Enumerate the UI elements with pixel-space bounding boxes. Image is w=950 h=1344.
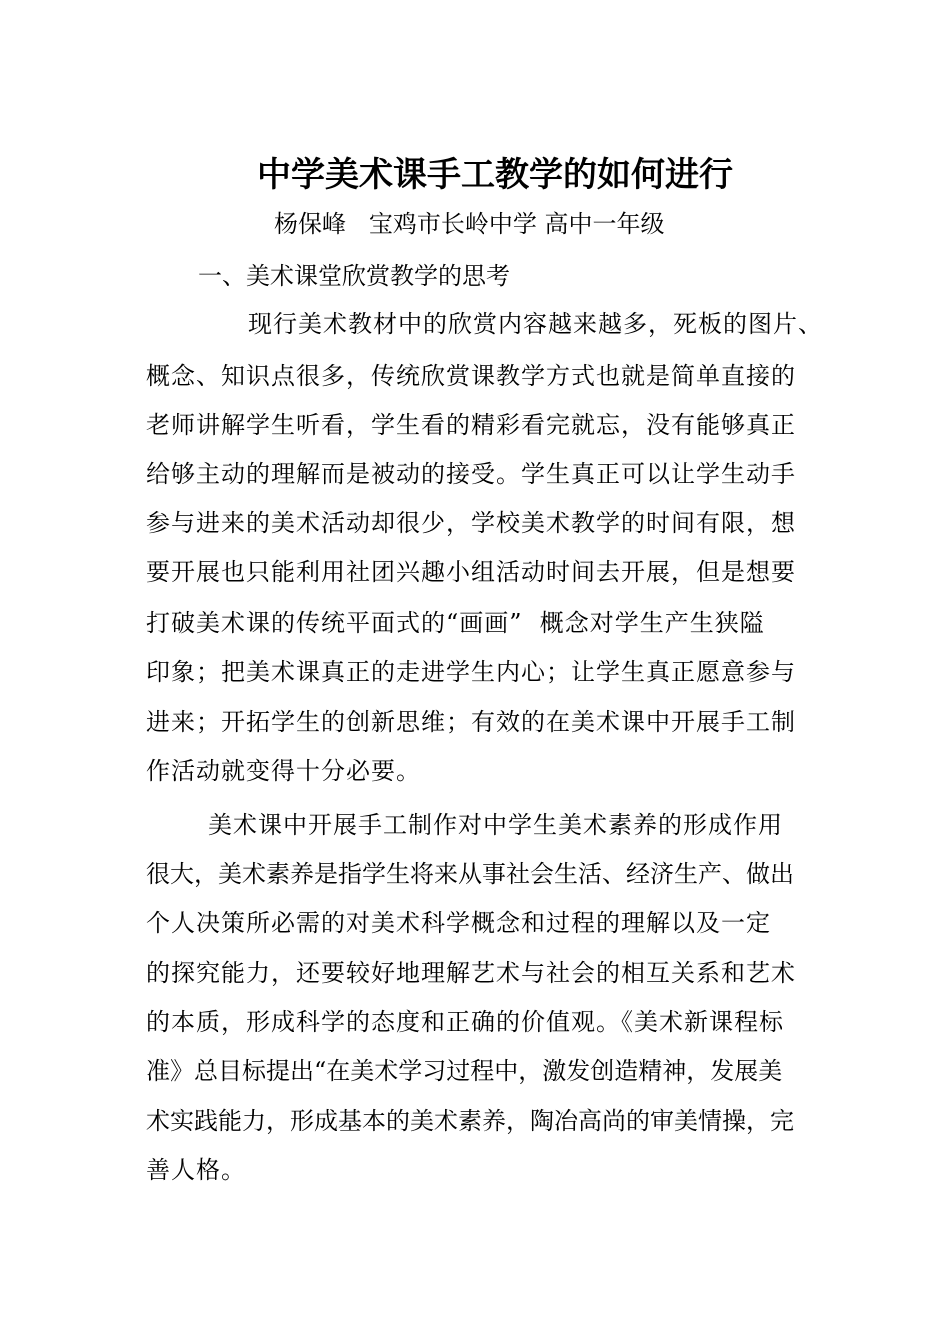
paragraph-line: 进来；开拓学生的创新思维；有效的在美术课中开展手工制 <box>146 708 796 736</box>
paragraph-line: 要开展也只能利用社团兴趣小组活动时间去开展，但是想要 <box>146 558 796 586</box>
section-heading: 一、美术课堂欣赏教学的思考 <box>198 262 510 290</box>
document-title: 中学美术课手工教学的如何进行 <box>257 155 733 195</box>
paragraph-line: 老师讲解学生听看，学生看的精彩看完就忘，没有能够真正 <box>146 411 796 439</box>
paragraph-line: 印象；把美术课真正的走进学生内心；让学生真正愿意参与 <box>146 658 796 686</box>
paragraph-line: 概念、知识点很多，传统欣赏课教学方式也就是简单直接的 <box>146 362 796 390</box>
paragraph-line: 参与进来的美术活动却很少，学校美术教学的时间有限，想 <box>146 509 796 537</box>
paragraph-line: 个人决策所必需的对美术科学概念和过程的理解以及一定 <box>146 909 771 937</box>
author-line: 杨保峰 宝鸡市长岭中学 高中一年级 <box>274 210 665 238</box>
paragraph-line: 善人格。 <box>146 1156 246 1184</box>
paragraph-line: 给够主动的理解而是被动的接受。学生真正可以让学生动手 <box>146 460 796 488</box>
paragraph-line: 很大，美术素养是指学生将来从事社会生活、经济生产、做出 <box>146 860 794 888</box>
paragraph-line: 准》总目标提出“在美术学习过程中，激发创造精神，发展美 <box>146 1057 783 1085</box>
paragraph-line: 的本质，形成科学的态度和正确的价值观。《美术新课程标 <box>146 1008 784 1036</box>
paragraph-line: 术实践能力，形成基本的美术素养，陶冶高尚的审美情操，完 <box>146 1107 794 1135</box>
paragraph-line: 作活动就变得十分必要。 <box>146 757 421 785</box>
paragraph-line: 打破美术课的传统平面式的“画画” 概念对学生产生狭隘 <box>146 609 765 637</box>
paragraph-line: 美术课中开展手工制作对中学生美术素养的形成作用 <box>208 811 783 839</box>
paragraph-line: 的探究能力，还要较好地理解艺术与社会的相互关系和艺术 <box>146 959 796 987</box>
paragraph-line: 现行美术教材中的欣赏内容越来越多，死板的图片、 <box>248 310 823 338</box>
